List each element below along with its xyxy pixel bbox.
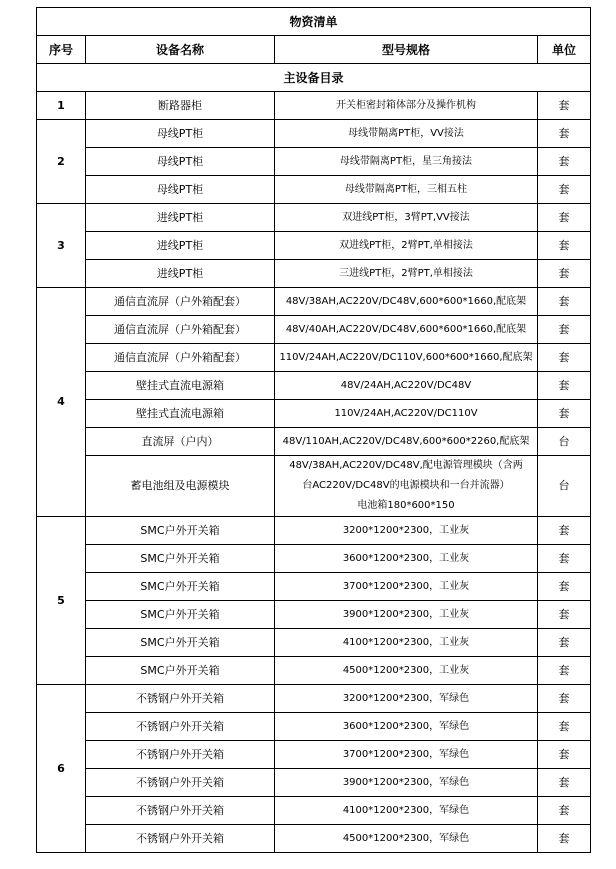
table-row: [37, 601, 591, 629]
device-name-cell: SMC户外开关箱: [86, 601, 275, 629]
seq-cell: 6: [37, 685, 86, 853]
device-name-cell: 壁挂式直流电源箱: [86, 400, 275, 428]
spec-line: 4100*1200*2300，军绿色: [342, 804, 470, 816]
device-name-cell: SMC户外开关箱: [86, 573, 275, 601]
header-name: 设备名称: [86, 36, 275, 64]
spec-line: 48V/38AH,AC220V/DC48V,600*600*1660,配底架: [285, 295, 527, 307]
spec-line: 48V/24AH,AC220V/DC48V: [340, 379, 472, 391]
spec-line: 双进线PT柜，3臂PT,VV接法: [342, 211, 470, 223]
table-row: [37, 545, 591, 573]
unit-cell: 套: [538, 120, 591, 148]
table-row: [37, 629, 591, 657]
table-row: [37, 148, 591, 176]
device-name-cell: 蓄电池组及电源模块: [86, 456, 275, 517]
spec-line: 开关柜密封箱体部分及操作机构: [336, 99, 476, 111]
device-name-cell: SMC户外开关箱: [86, 517, 275, 545]
spec-cell: [275, 316, 538, 344]
spec-cell: [275, 148, 538, 176]
header-unit: 单位: [538, 36, 591, 64]
unit-cell: 台: [538, 428, 591, 456]
spec-line: 3200*1200*2300，军绿色: [342, 692, 470, 704]
unit-cell: 套: [538, 204, 591, 232]
unit-cell: 套: [538, 400, 591, 428]
unit-cell: 套: [538, 629, 591, 657]
spec-cell: [275, 204, 538, 232]
device-name-cell: 不锈钢户外开关箱: [86, 769, 275, 797]
device-name-cell: 母线PT柜: [86, 148, 275, 176]
unit-cell: 套: [538, 797, 591, 825]
device-name-cell: 进线PT柜: [86, 204, 275, 232]
spec-line: 3900*1200*2300，工业灰: [342, 608, 470, 620]
spec-line: 母线带隔离PT柜，星三角接法: [339, 155, 473, 167]
unit-cell: 套: [538, 372, 591, 400]
table-row: [37, 573, 591, 601]
unit-cell: 套: [538, 176, 591, 204]
header-seq: 序号: [37, 36, 86, 64]
seq-cell: 2: [37, 120, 86, 204]
spec-cell: [275, 92, 538, 120]
unit-cell: 套: [538, 713, 591, 741]
device-name-cell: SMC户外开关箱: [86, 545, 275, 573]
spec-line: 母线带隔离PT柜，VV接法: [348, 127, 464, 139]
seq-cell: 5: [37, 517, 86, 685]
spec-line: 4100*1200*2300，工业灰: [342, 636, 470, 648]
spec-cell: [275, 741, 538, 769]
device-name-cell: SMC户外开关箱: [86, 629, 275, 657]
table-row: [37, 517, 591, 545]
device-name-cell: 进线PT柜: [86, 260, 275, 288]
table-row: [37, 713, 591, 741]
unit-cell: 套: [538, 148, 591, 176]
table-row: [37, 825, 591, 853]
table-row: [37, 372, 591, 400]
spec-line: 48V/110AH,AC220V/DC48V,600*600*2260,配底架: [282, 435, 530, 447]
unit-cell: 套: [538, 769, 591, 797]
spec-cell: [275, 456, 538, 517]
spec-cell: [275, 260, 538, 288]
spec-line: 4500*1200*2300，军绿色: [342, 832, 470, 844]
spec-line: 3200*1200*2300，工业灰: [342, 524, 470, 536]
device-name-cell: 母线PT柜: [86, 176, 275, 204]
spec-cell: [275, 176, 538, 204]
table-row: [37, 797, 591, 825]
unit-cell: 套: [538, 232, 591, 260]
device-name-cell: SMC户外开关箱: [86, 657, 275, 685]
table-row: [37, 685, 591, 713]
seq-cell: 4: [37, 288, 86, 517]
spec-line: 电池箱180*600*150: [357, 500, 455, 511]
spec-cell: [275, 288, 538, 316]
header-row: [37, 36, 591, 64]
unit-cell: 套: [538, 573, 591, 601]
unit-cell: 台: [538, 456, 591, 517]
table-row: [37, 344, 591, 372]
device-name-cell: 不锈钢户外开关箱: [86, 685, 275, 713]
spec-cell: [275, 120, 538, 148]
unit-cell: 套: [538, 741, 591, 769]
section-row: [37, 64, 591, 92]
device-name-cell: 不锈钢户外开关箱: [86, 797, 275, 825]
spec-line: 3700*1200*2300，军绿色: [342, 748, 470, 760]
table-row: [37, 400, 591, 428]
header-spec: 型号规格: [275, 36, 538, 64]
spec-line: 4500*1200*2300，工业灰: [342, 664, 470, 676]
spec-line: 3600*1200*2300，工业灰: [342, 552, 470, 564]
spec-line: 三进线PT柜，2臂PT,单相接法: [339, 267, 473, 279]
table-title: 物资清单: [37, 8, 591, 36]
spec-cell: [275, 657, 538, 685]
spec-line: 3700*1200*2300，工业灰: [342, 580, 470, 592]
unit-cell: 套: [538, 92, 591, 120]
spec-line: 双进线PT柜，2臂PT,单相接法: [339, 239, 473, 251]
table-row: [37, 456, 591, 517]
title-row: [37, 8, 591, 36]
spec-line: 48V/40AH,AC220V/DC48V,600*600*1660,配底架: [285, 323, 527, 335]
spec-cell: [275, 601, 538, 629]
spec-cell: [275, 797, 538, 825]
unit-cell: 套: [538, 545, 591, 573]
table-row: [37, 288, 591, 316]
spec-cell: [275, 713, 538, 741]
spec-cell: [275, 344, 538, 372]
device-name-cell: 通信直流屏（户外箱配套）: [86, 344, 275, 372]
table-row: [37, 120, 591, 148]
seq-cell: 3: [37, 204, 86, 288]
unit-cell: 套: [538, 316, 591, 344]
spec-cell: [275, 573, 538, 601]
table-row: [37, 657, 591, 685]
device-name-cell: 直流屏（户内）: [86, 428, 275, 456]
material-list-table: [36, 7, 591, 853]
device-name-cell: 不锈钢户外开关箱: [86, 825, 275, 853]
table-row: [37, 741, 591, 769]
unit-cell: 套: [538, 260, 591, 288]
spec-cell: [275, 428, 538, 456]
spec-line: 3900*1200*2300，军绿色: [342, 776, 470, 788]
device-name-cell: 通信直流屏（户外箱配套）: [86, 316, 275, 344]
spec-line: 110V/24AH,AC220V/DC110V: [334, 407, 478, 419]
seq-cell: 1: [37, 92, 86, 120]
unit-cell: 套: [538, 517, 591, 545]
device-name-cell: 不锈钢户外开关箱: [86, 713, 275, 741]
table-row: [37, 176, 591, 204]
spec-line: 110V/24AH,AC220V/DC110V,600*600*1660,配底架: [279, 351, 533, 363]
table-row: [37, 769, 591, 797]
section-title: 主设备目录: [37, 64, 591, 92]
device-name-cell: 母线PT柜: [86, 120, 275, 148]
unit-cell: 套: [538, 344, 591, 372]
spec-cell: [275, 629, 538, 657]
spec-cell: [275, 769, 538, 797]
spec-line: 母线带隔离PT柜，三相五柱: [344, 183, 468, 195]
table-row: [37, 316, 591, 344]
unit-cell: 套: [538, 657, 591, 685]
unit-cell: 套: [538, 825, 591, 853]
spec-line: 3600*1200*2300，军绿色: [342, 720, 470, 732]
spec-cell: [275, 400, 538, 428]
table-row: [37, 232, 591, 260]
unit-cell: 套: [538, 601, 591, 629]
table-body: [37, 92, 591, 853]
spec-cell: [275, 685, 538, 713]
spec-cell: [275, 545, 538, 573]
device-name-cell: 断路器柜: [86, 92, 275, 120]
spec-cell: [275, 517, 538, 545]
device-name-cell: 进线PT柜: [86, 232, 275, 260]
unit-cell: 套: [538, 288, 591, 316]
spec-cell: [275, 232, 538, 260]
device-name-cell: 壁挂式直流电源箱: [86, 372, 275, 400]
table-row: [37, 204, 591, 232]
table-row: [37, 260, 591, 288]
spec-cell: [275, 825, 538, 853]
device-name-cell: 通信直流屏（户外箱配套）: [86, 288, 275, 316]
spec-line: 48V/38AH,AC220V/DC48V,配电源管理模块（含两: [289, 460, 523, 471]
unit-cell: 套: [538, 685, 591, 713]
table-row: [37, 92, 591, 120]
spec-cell: [275, 372, 538, 400]
device-name-cell: 不锈钢户外开关箱: [86, 741, 275, 769]
table-row: [37, 428, 591, 456]
spec-line: 台AC220V/DC48V的电源模块和一台并流器）: [302, 480, 510, 491]
